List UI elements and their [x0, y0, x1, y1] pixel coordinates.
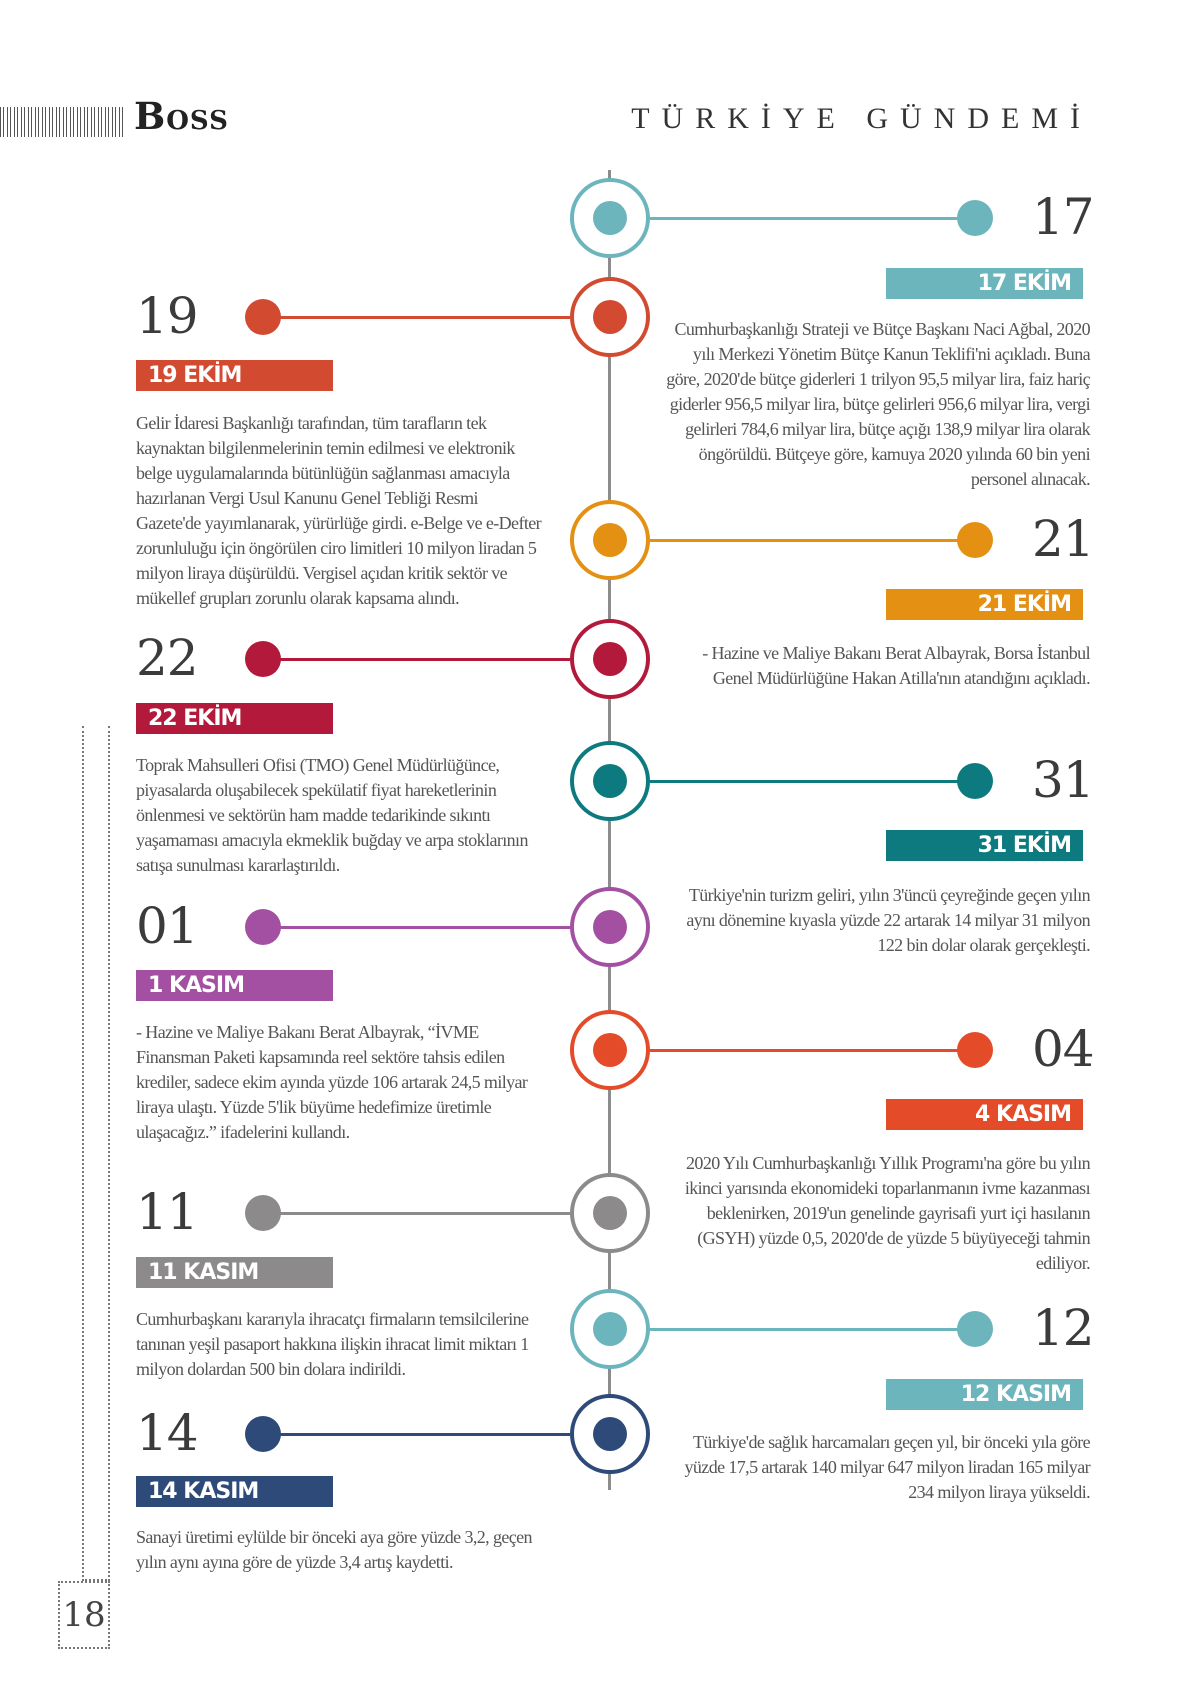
- timeline-node-dot: [593, 642, 627, 676]
- day-number: 17: [1032, 188, 1094, 246]
- timeline-end-dot: [957, 763, 993, 799]
- timeline-node-ring: [570, 887, 650, 967]
- timeline-end-dot: [957, 1311, 993, 1347]
- timeline-node-dot: [593, 1312, 627, 1346]
- date-tag: 4 KASIM: [886, 1099, 1083, 1130]
- timeline-end-dot: [957, 1032, 993, 1068]
- barcode-decoration: [0, 107, 124, 137]
- timeline-node-ring: [570, 500, 650, 580]
- event-description: Türkiye'nin turizm geliri, yılın 3'üncü çeyreğinde geçen yılın aynı dönemine kıyasla yüzde 22 artarak 14 milyar 31 milyon 122 bin dolar olarak gerçekleşti.: [686, 885, 1090, 955]
- day-number: 14: [136, 1404, 198, 1462]
- timeline-connector: [650, 217, 975, 220]
- timeline-end-dot: [245, 1195, 281, 1231]
- day-number: 19: [136, 287, 198, 345]
- timeline-connector: [264, 316, 570, 319]
- timeline-node-ring: [570, 619, 650, 699]
- timeline-connector: [650, 1328, 975, 1331]
- timeline-node-dot: [593, 1196, 627, 1230]
- timeline-connector: [264, 1212, 570, 1215]
- date-tag: 17 EKİM: [886, 268, 1083, 299]
- date-tag: 11 KASIM: [136, 1257, 333, 1288]
- day-number: 31: [1032, 751, 1094, 809]
- date-tag: 21 EKİM: [886, 589, 1083, 620]
- timeline-node-dot: [593, 201, 627, 235]
- timeline-connector: [650, 539, 975, 542]
- timeline-node-ring: [570, 1289, 650, 1369]
- date-tag: 12 KASIM: [886, 1379, 1083, 1410]
- timeline-connector: [264, 1433, 570, 1436]
- event-description: 2020 Yılı Cumhurbaşkanlığı Yıllık Programı'na göre bu yılın ikinci yarısında ekonomideki toparlanmanın ivme kazanması beklenirken, 2019'un genelinde gayrisafi yurt içi hasılanın (GSYH) yüzde 0,5, 2020'de de yüzde 5 büyüyeceği tahmin ediliyor.: [684, 1153, 1090, 1273]
- event-description: - Hazine ve Maliye Bakanı Berat Albayrak, Borsa İstanbul Genel Müdürlüğüne Hakan Atilla'nın atandığını açıkladı.: [702, 643, 1090, 688]
- timeline-end-dot: [245, 1416, 281, 1452]
- date-tag: 19 EKİM: [136, 360, 333, 391]
- timeline-connector: [264, 658, 570, 661]
- date-tag: 14 KASIM: [136, 1476, 333, 1507]
- timeline-connector: [264, 926, 570, 929]
- day-number: 12: [1032, 1299, 1094, 1357]
- timeline-node-dot: [593, 300, 627, 334]
- timeline-node-dot: [593, 764, 627, 798]
- page-rail-decoration: [82, 726, 110, 1581]
- timeline-end-dot: [245, 299, 281, 335]
- timeline-node-ring: [570, 741, 650, 821]
- timeline-node-dot: [593, 1417, 627, 1451]
- brand-logo: Boss: [134, 94, 229, 138]
- timeline-node-ring: [570, 1010, 650, 1090]
- event-description: Sanayi üretimi eylülde bir önceki aya göre yüzde 3,2, geçen yılın aynı ayına göre de yüzde 3,4 artış kaydetti.: [136, 1527, 532, 1572]
- event-description: Toprak Mahsulleri Ofisi (TMO) Genel Müdürlüğünce, piyasalarda oluşabilecek spekülatif fiyat hareketlerinin önlenmesi ve sektörün ham madde tedarikinde sıkıntı yaşamaması amacıyla ekmeklik buğday ve arpa stoklarının satışa sunulması kararlaştırıldı.: [136, 755, 528, 875]
- event-description: Gelir İdaresi Başkanlığı tarafından, tüm tarafların tek kaynaktan bilgilenmelerinin temin edilmesi ve elektronik belge uygulamalarında bütünlüğün sağlanması amacıyla hazırlanan Vergi Usul Kanunu Genel Tebliği Resmi Gazete'de yayımlanarak, yürürlüğe girdi. e-Belge ve e-Defter zorunluluğu için öngörülen ciro limitleri 10 milyon liradan 5 milyon liraya düşürüldü. Vergisel açıdan kritik sektör ve mükellef grupları zorunlu olarak kapsama alındı.: [136, 413, 542, 608]
- timeline-node-dot: [593, 910, 627, 944]
- timeline-node-dot: [593, 1033, 627, 1067]
- date-tag: 1 KASIM: [136, 970, 333, 1001]
- timeline-end-dot: [957, 200, 993, 236]
- timeline-end-dot: [245, 641, 281, 677]
- day-number: 01: [136, 897, 198, 955]
- event-description: Cumhurbaşkanlığı Strateji ve Bütçe Başkanı Naci Ağbal, 2020 yılı Merkezi Yönetim Bütçe Kanun Teklifi'ni açıkladı. Buna göre, 2020'de bütçe giderleri 1 trilyon 95,5 milyar lira, faiz hariç giderler 956,5 milyar lira, bütçe gelirleri 956,6 milyar lira, vergi gelirleri 784,6 milyar lira, bütçe açığı 138,9 milyar lira olarak öngörüldü. Bütçeye göre, kamuya 2020 yılında 60 bin yeni personel alınacak.: [666, 319, 1090, 489]
- timeline-end-dot: [957, 522, 993, 558]
- day-number: 11: [136, 1183, 198, 1241]
- timeline-node-ring: [570, 1173, 650, 1253]
- timeline-node-dot: [593, 523, 627, 557]
- day-number: 21: [1032, 510, 1094, 568]
- day-number: 04: [1032, 1020, 1094, 1078]
- date-tag: 22 EKİM: [136, 703, 333, 734]
- section-title: TÜRKİYE GÜNDEMİ: [631, 102, 1092, 135]
- timeline-node-ring: [570, 1394, 650, 1474]
- timeline-connector: [650, 1049, 975, 1052]
- event-description: Türkiye'de sağlık harcamaları geçen yıl, bir önceki yıla göre yüzde 17,5 artarak 140 milyar 647 milyon liradan 165 milyar 234 milyon liraya yükseldi.: [684, 1432, 1090, 1502]
- timeline-node-ring: [570, 277, 650, 357]
- event-description: - Hazine ve Maliye Bakanı Berat Albayrak, “İVME Finansman Paketi kapsamında reel sektöre tahsis edilen krediler, sadece ekim ayında yüzde 106 artarak 24,5 milyar liraya ulaştı. Yüzde 5'lik büyüme hedefimize üretimle ulaşacağız.” ifadelerini kullandı.: [136, 1022, 528, 1142]
- date-tag: 31 EKİM: [886, 830, 1083, 861]
- timeline-end-dot: [245, 909, 281, 945]
- timeline-node-ring: [570, 178, 650, 258]
- page-number: 18: [58, 1581, 110, 1649]
- timeline-connector: [650, 780, 975, 783]
- day-number: 22: [136, 629, 198, 687]
- event-description: Cumhurbaşkanı kararıyla ihracatçı firmaların temsilcilerine tanınan yeşil pasaport hakkına ilişkin ihracat limit miktarı 1 milyon dolardan 500 bin dolara indirildi.: [136, 1309, 529, 1379]
